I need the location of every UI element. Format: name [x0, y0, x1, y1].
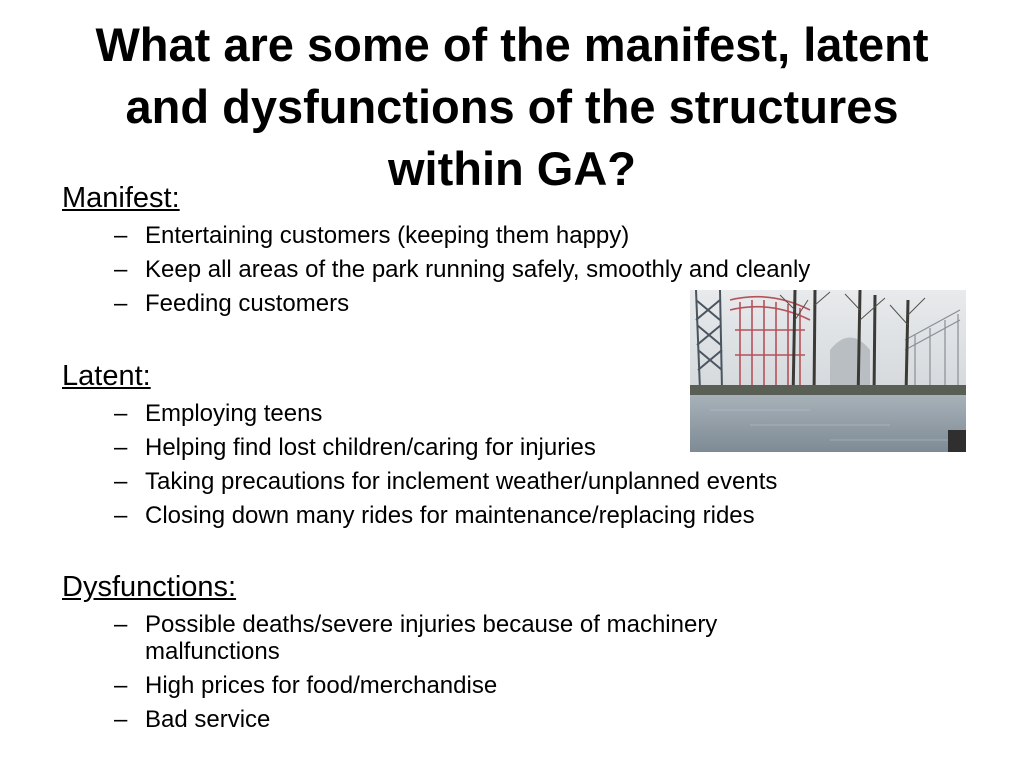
slide-title-line-3: within GA? — [387, 142, 636, 195]
list-item-text: Entertaining customers (keeping them happy) — [145, 222, 630, 249]
section-dysfunctions — [62, 570, 962, 733]
photo-dome-building — [830, 338, 870, 386]
section-heading-dysfunctions: Dysfunctions: — [62, 571, 237, 603]
section-heading-latent: Latent: — [62, 360, 151, 392]
dysfunctions-list — [62, 611, 962, 733]
list-item — [62, 706, 962, 733]
list-item-text: Helping find lost children/caring for injuries — [145, 434, 596, 461]
photo-flood-water — [690, 395, 966, 452]
section-heading-manifest: Manifest: — [62, 182, 180, 214]
list-item — [62, 468, 962, 495]
slide-title-line-2: and dysfunctions of the structures — [125, 80, 899, 133]
list-item-text: Bad service — [145, 706, 271, 733]
list-item-text: High prices for food/merchandise — [145, 672, 498, 699]
list-item-text: Possible deaths/severe injuries because of machinery malfunctions — [145, 611, 718, 665]
list-item — [62, 222, 962, 249]
list-item-text: Employing teens — [145, 400, 323, 427]
photo-dark-object — [948, 430, 966, 452]
bullet-dash: – — [114, 256, 128, 283]
bullet-dash: – — [114, 672, 128, 699]
list-item — [62, 502, 962, 529]
bullet-dash: – — [114, 502, 128, 529]
list-item — [62, 672, 962, 699]
slide-title-line-1: What are some of the manifest, latent — [95, 18, 929, 71]
list-item — [62, 611, 962, 665]
list-item — [62, 256, 962, 283]
slide-title — [30, 14, 994, 200]
bullet-dash: – — [114, 611, 128, 638]
list-item-text: Keep all areas of the park running safely, smoothly and cleanly — [145, 256, 811, 283]
bullet-dash: – — [114, 706, 128, 733]
bullet-dash: – — [114, 468, 128, 495]
bullet-dash: – — [114, 434, 128, 461]
list-item-text: Feeding customers — [145, 290, 350, 317]
list-item-text: Taking precautions for inclement weather/unplanned events — [145, 468, 778, 495]
flooded-park-photo — [690, 290, 966, 452]
bullet-dash: – — [114, 400, 128, 427]
bullet-dash: – — [114, 222, 128, 249]
bullet-dash: – — [114, 290, 128, 317]
list-item-text: Closing down many rides for maintenance/replacing rides — [145, 502, 755, 529]
